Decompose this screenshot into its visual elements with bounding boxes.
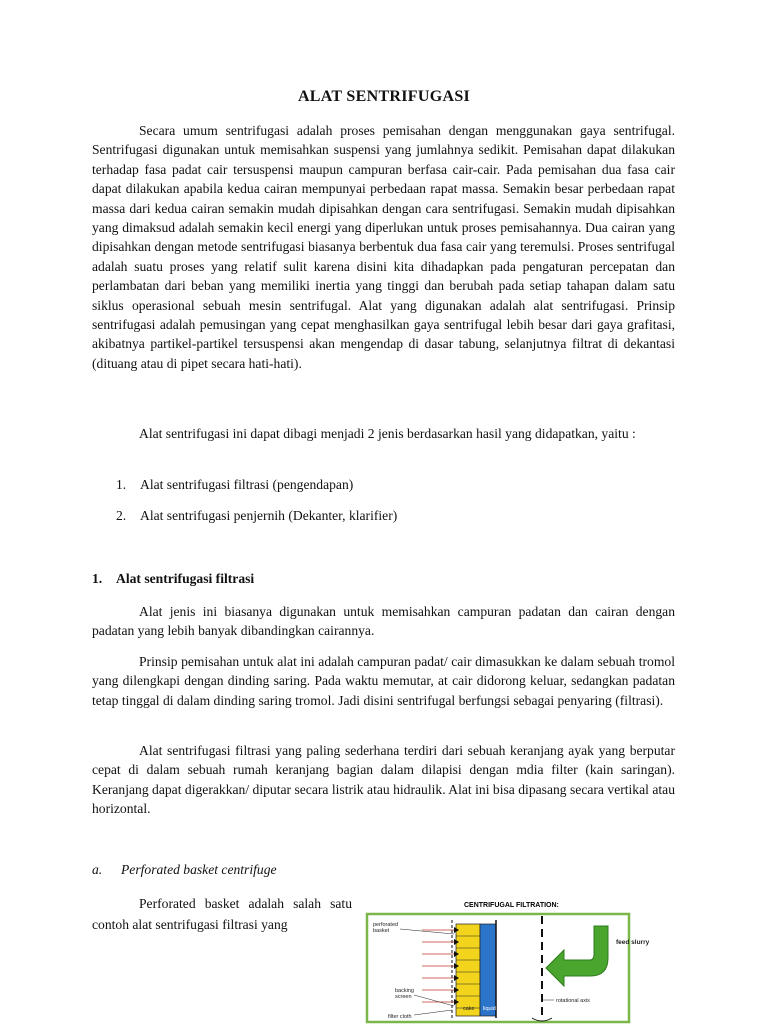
subsection-heading [92,862,277,878]
subsection-title: Perforated basket centrifuge [121,862,277,877]
subsection-paragraph: Perforated basket adalah salah satu contoh alat sentrifugasi filtrasi yang [92,896,352,932]
label-feed-slurry: feed slurry [616,939,650,946]
page-title: ALAT SENTRIFUGASI [297,88,471,105]
section-number: 1. [92,571,103,586]
section-title: Alat sentrifugasi filtrasi [116,571,255,586]
label-basket: basket [373,928,390,934]
section-paragraph-1: Alat jenis ini biasanya digunakan untuk memisahkan campuran padatan dan cairan dengan padatan yang lebih banyak dibandingkan cairannya. [92,604,675,639]
centrifugal-filtration-figure [362,896,676,1024]
figure-diagram [362,896,676,1024]
feed-arrow [546,926,608,986]
section-heading [92,571,254,587]
label-rotational-axis: rotational axis [556,998,590,1004]
figure-title: CENTRIFUGAL FILTRATION: [464,902,559,909]
liquid-layer [480,924,496,1016]
intro-paragraph: Secara umum sentrifugasi adalah proses pemisahan dengan menggunakan gaya sentrifugal. Sentrifugasi digunakan untuk memisahkan suspensi yang jumlahnya sedikit. Pemisahan dapat dilakukan terhadap fasa padat cair tersuspensi maupun campuran berfasa cair-cair. Pada pemisahan dua fasa cair dapat dilakukan apabila kedua cairan mempunyai perbedaan rapat massa. Semakin besar perbedaan rapat massa dari kedua cairan semakin mudah dipisahkan dengan cara sentrifugasi. Semakin mudah dipisahkan yang dimaksud adalah semakin kecil energi yang diperlukan untuk proses pemisahannya. Dua cairan yang dipisahkan dengan metode sentrifugasi biasanya berbentuk dua fasa cair yang teremulsi. Proses sentrifugal adalah suatu proses yang relatif sulit karena disini kita dihadapkan pada pengaturan percepatan dan perlambatan dari beban yang memiliki inertia yang tinggi dan berubah pada setiap tahapan dalam satu siklus operasional sebuah mesin sentrifugal. Alat yang digunakan adalah alat sentrifugasi. Prinsip sentrifugasi adalah pemusingan yang cepat menghasilkan gaya sentrifugal lebih besar dari gaya grafitasi, akibatnya partikel-partikel tersuspensi akan mengendap di dasar tabung, selanjutnya filtrat di dekantasi (dituang atau di pipet secara hati-hati). [92,123,675,371]
flow-arrows [422,930,454,1002]
cake-layer [456,924,480,1016]
list-item-text: Alat sentrifugasi penjernih (Dekanter, klarifier) [140,508,398,523]
list-item [116,508,397,524]
label-backing: backing [395,988,414,994]
label-perforated: perforated [373,922,399,928]
list-item-number: 2. [116,508,127,523]
label-cake: cake [463,1006,475,1012]
label-screen: screen [395,994,412,1000]
label-liquid: liquid [483,1006,496,1012]
label-filter-cloth: filter cloth [388,1014,412,1020]
section-paragraph-3: Alat sentrifugasi filtrasi yang paling sederhana terdiri dari sebuah keranjang ayak yang berputar cepat di dalam sebuah rumah keranjang bagian dalam dilapisi dengan mdia filter (kain saringan). Keranjang dapat digerakkan/ diputar secara listrik atau hidraulik. Alat ini bisa dipasang secara vertikal atau horizontal. [92,743,675,817]
list-item [116,477,353,493]
section-paragraph-2: Prinsip pemisahan untuk alat ini adalah campuran padat/ cair dimasukkan ke dalam sebuah tromol yang dilengkapi dengan dinding saring. Pada waktu memutar, at cair didorong keluar, sedangkan padatan tetap tinggal di dalam dinding saring tromol. Jadi disini sentrifugal berfungsi sebagai penyaring (filtrasi). [92,654,675,708]
list-item-number: 1. [116,477,127,492]
subsection-letter: a. [92,862,103,877]
list-item-text: Alat sentrifugasi filtrasi (pengendapan) [140,477,354,492]
types-paragraph: Alat sentrifugasi ini dapat dibagi menjadi 2 jenis berdasarkan hasil yang didapatkan, yaitu : [139,426,636,441]
rotation-symbol [532,1018,552,1021]
